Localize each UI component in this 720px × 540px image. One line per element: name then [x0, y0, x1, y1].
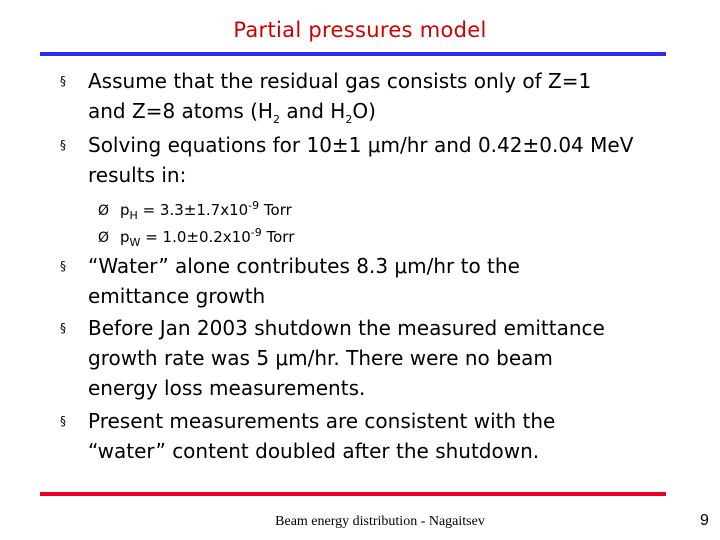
bullet-line: Assume that the residual gas consists only of Z=1 [88, 69, 592, 93]
bullet-text [88, 130, 698, 190]
sub-bullet-item: Ø $p_H = 3.3\pm 1.7x10^{-9}$ Torr [98, 199, 292, 222]
bullet-text [88, 66, 698, 135]
bullet-line: Solving equations for 10±1 μm/hr and 0.42±0.04 MeV [88, 133, 634, 157]
bullet-text [88, 251, 698, 311]
page-number: 9 [700, 512, 709, 529]
bullet-line: Present measurements are consistent with the [88, 409, 556, 433]
arrow-marker: Ø [98, 203, 110, 219]
bullet-line: “Water” alone contributes 8.3 μm/hr to the [88, 254, 520, 278]
bullet-marker: § [60, 74, 66, 88]
arrow-marker: Ø [98, 230, 110, 246]
slide-title: Partial pressures model [233, 18, 487, 42]
bullet-marker: § [60, 414, 66, 428]
bullet-line: energy loss measurements. [88, 376, 366, 400]
bullet-line: and Z=8 atoms ($H_2$ and $H_2O$) [88, 99, 376, 126]
bullet-text [88, 406, 698, 466]
bullet-text [88, 313, 698, 403]
bullet-line: emittance growth [88, 284, 266, 308]
bullet-line: “water” content doubled after the shutdown. [88, 439, 540, 463]
bullet-line: Before Jan 2003 shutdown the measured emittance [88, 316, 605, 340]
bullet-line: growth rate was 5 μm/hr. There were no beam [88, 346, 553, 370]
footer-text: Beam energy distribution - Nagaitsev [275, 514, 485, 529]
bullet-marker: § [60, 138, 66, 152]
sub-bullet-item: Ø $p_W = 1.0\pm 0.2x10^{-9}$ Torr [98, 226, 295, 249]
bullet-line: results in: [88, 163, 187, 187]
bullet-marker: § [60, 259, 66, 273]
title-divider [40, 52, 666, 56]
bullet-marker: § [60, 321, 66, 335]
footer-divider [40, 492, 666, 496]
